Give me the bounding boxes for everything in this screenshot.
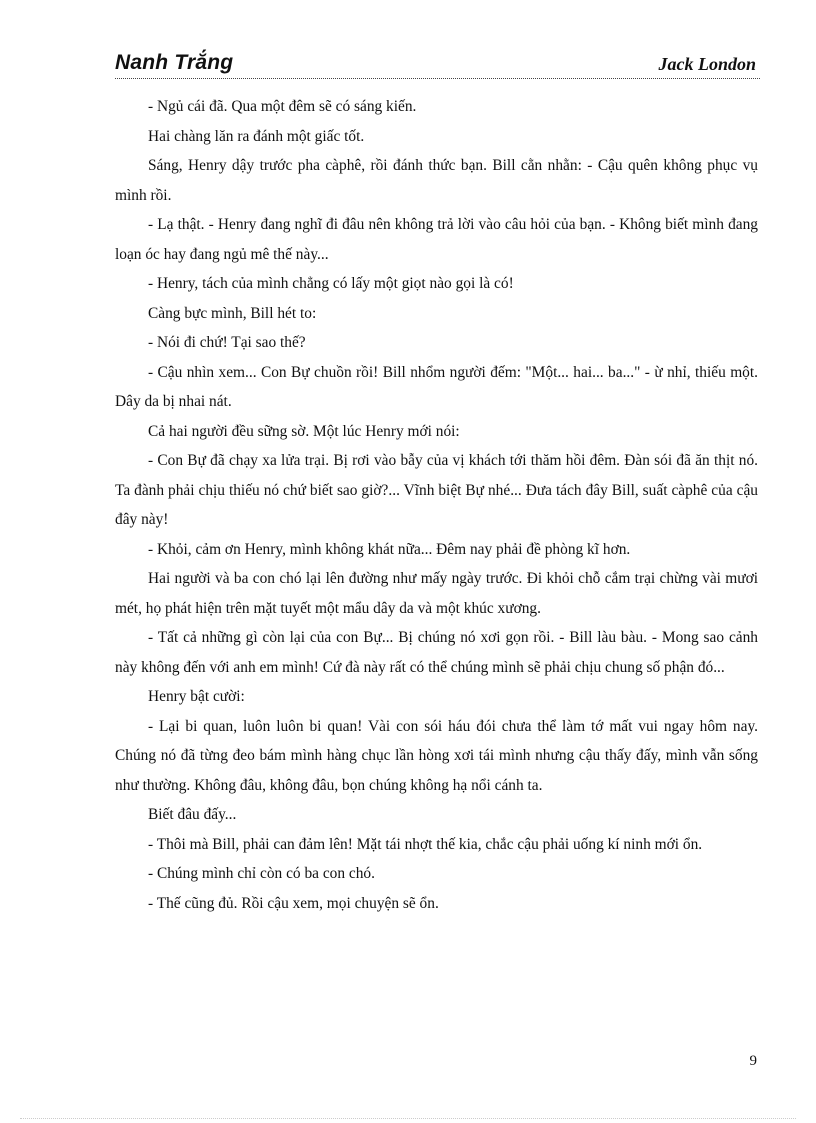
paragraph: - Nói đi chứ! Tại sao thế? xyxy=(148,334,306,351)
paragraph: Biết đâu đấy... xyxy=(148,806,237,823)
page-number: 9 xyxy=(749,1053,757,1069)
paragraph: - Tất cả những gì còn lại của con Bự... Bị chúng nó xơi gọn rồi. - Bill làu bàu. - Mong sao cảnh này không đến với anh em mình! Cứ đà này rất có thể chúng mình sẽ phải chịu chung số phận đó... xyxy=(115,629,758,676)
paragraph: - Khỏi, cảm ơn Henry, mình không khát nữa... Đêm nay phải đề phòng kĩ hơn. xyxy=(148,540,631,558)
paragraph: - Con Bự đã chạy xa lửa trại. Bị rơi vào bẫy của vị khách tới thăm hồi đêm. Đàn sói đã ăn thịt nó. Ta đành phải chịu thiếu nó chứ biết sao giờ?... Vĩnh biệt Bự nhé... Đưa tách đây Bill, suất càphê của cậu đây này! xyxy=(115,452,758,528)
paragraph: - Henry, tách của mình chẳng có lấy một giọt nào gọi là có! xyxy=(148,275,514,292)
paragraph: Sáng, Henry dậy trước pha càphê, rồi đánh thức bạn. Bill cằn nhằn: - Cậu quên không phục vụ mình rồi. xyxy=(115,157,758,204)
book-title: Nanh Trắng xyxy=(115,51,234,74)
paragraph: - Chúng mình chỉ còn có ba con chó. xyxy=(148,865,375,882)
paragraph: Hai người và ba con chó lại lên đường như mấy ngày trước. Đi khỏi chỗ cắm trại chừng vài mươi mét, họ phát hiện trên mặt tuyết một mẩu dây da và một khúc xương. xyxy=(115,570,758,617)
page-header xyxy=(115,50,760,79)
paragraph: Cả hai người đều sững sờ. Một lúc Henry mới nói: xyxy=(148,422,460,440)
paragraph: - Lại bi quan, luôn luôn bi quan! Vài con sói háu đói chưa thể làm tớ mất vui ngay hôm nay. Chúng nó đã từng đeo bám mình hàng chục lần hòng xơi tái mình nhưng cậu thấy đấy, mình vẫn sống như thường. Không đâu, không đâu, bọn chúng không hạ nổi cánh ta. xyxy=(115,717,758,794)
paragraph: - Ngủ cái đã. Qua một đêm sẽ có sáng kiến. xyxy=(148,98,417,115)
paragraph: - Thế cũng đủ. Rồi cậu xem, mọi chuyện sẽ ổn. xyxy=(148,894,439,912)
paragraph: Hai chàng lăn ra đánh một giấc tốt. xyxy=(148,127,365,145)
paragraph: Càng bực mình, Bill hét to: xyxy=(148,304,317,322)
paragraph: - Cậu nhìn xem... Con Bự chuồn rồi! Bill nhổm người đếm: "Một... hai... ba..." - ừ nhỉ, thiếu một. Dây da bị nhai nát. xyxy=(115,363,758,410)
book-author: Jack London xyxy=(658,54,756,74)
paragraph: - Lạ thật. - Henry đang nghĩ đi đâu nên không trả lời vào câu hỏi của bạn. - Không biết mình đang loạn óc hay đang ngủ mê thế này... xyxy=(115,216,758,263)
page-bottom-divider xyxy=(20,1118,796,1119)
paragraph: Henry bật cười: xyxy=(148,688,245,705)
body-text xyxy=(115,92,758,918)
paragraph: - Thôi mà Bill, phải can đảm lên! Mặt tái nhợt thế kia, chắc cậu phải uống kí ninh mới ổn. xyxy=(148,835,703,853)
